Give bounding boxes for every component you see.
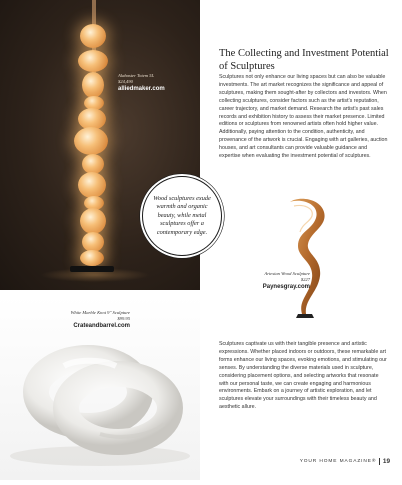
lamp-orb: [80, 24, 106, 48]
lamp-orb: [82, 154, 104, 174]
article-headline: The Collecting and Investment Potential of Sculptures: [219, 48, 389, 72]
page-footer: [300, 458, 390, 465]
knot-caption: [60, 310, 130, 330]
lamp-base: [70, 266, 114, 272]
lamp-orb: [82, 232, 104, 252]
wood-caption-name: Artesian Wood Sculpture: [264, 271, 310, 276]
knot-caption-price: $99.95: [117, 316, 130, 321]
article-body-2: Sculptures captivate us with their tangible presence and artistic expressions. Whether placed indoors or outdoors, these remarkable art forms enhance our living spaces, evoking emotions, and stimulating our senses. By understanding the diverse materials used in sculpture, considering placement options, and selecting artworks that resonate with our personal taste, we can create engaging and harmonious environments. Embark on a journey of artistic exploration, and let sculptures elevate your surroundings with their timeless beauty and aesthetic allure.: [219, 341, 387, 411]
footer-divider: [379, 458, 380, 465]
wood-sculpture-illustration: [268, 196, 338, 326]
wood-sculpture-photo: [268, 196, 338, 326]
knot-caption-name: White Marble Knot 9" Sculpture: [70, 310, 130, 315]
pull-quote-circle: [142, 176, 222, 256]
wood-caption-price: $227: [300, 277, 310, 282]
page-number: 19: [382, 458, 390, 465]
pull-quote-text: Wood sculptures exude warmth and organic beauty, while metal sculptures offer a contemporary edge.: [153, 194, 211, 236]
article-body-1: Sculptures not only enhance our living spaces but can also be valuable investments. The art market recognizes the significance and appeal of sculptures, making them sought-after by collectors and investors. When collecting sculptures, consider factors such as the artist’s reputation, career trajectory, and market demand. Research the artist’s past sales records and exhibition history to assess their market presence. Limited editions or sculptures from renowned artists often hold higher value. Additionally, paying attention to the condition, authenticity, and provenance of the artwork is crucial. Engaging with art galleries, auction houses, and art consultants can provide valuable guidance and expertise when evaluating the investment potential of sculptures.: [219, 74, 388, 160]
wood-caption-store[interactable]: Paynesgray.com: [262, 284, 310, 290]
wood-caption: [228, 271, 310, 291]
lamp-orb: [78, 50, 108, 72]
lamp-caption-name: Alabaster Totem 5L: [118, 73, 155, 78]
lamp-caption-price: $24,490: [118, 79, 133, 84]
lamp-orb: [80, 250, 104, 266]
lamp-caption: [118, 73, 165, 93]
knot-caption-store[interactable]: Crateandbarrel.com: [73, 323, 130, 329]
lamp-caption-store[interactable]: alliedmaker.com: [118, 86, 165, 92]
lamp-orb: [78, 172, 106, 198]
magazine-name: YOUR HOME MAGAZINE®: [299, 459, 377, 464]
lamp-orb: [82, 72, 104, 98]
lamp-orb: [80, 208, 106, 234]
lamp-orb: [74, 127, 108, 155]
